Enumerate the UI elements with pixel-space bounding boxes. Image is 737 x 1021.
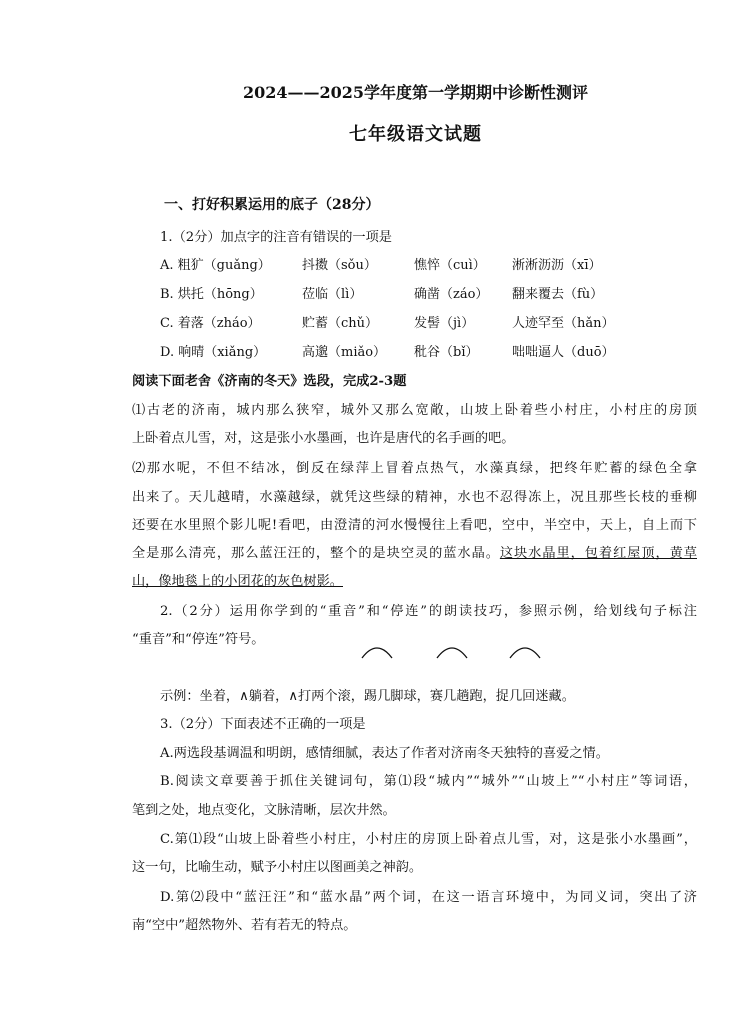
q3-option-d-line1: D.第⑵段中“蓝汪汪”和“蓝水晶”两个词，在这一语言环境中，为同义词，突出了济 bbox=[160, 890, 697, 905]
passage-p2-line3: 还要在水里照个影儿呢!看吧，由澄清的河水慢慢往上看吧，空中，半空中，天上，自上而下 bbox=[132, 518, 697, 533]
q2-line1: 2.（2分）运用你学到的“重音”和“停连”的朗读技巧，参照示例，给划线句子标注 bbox=[160, 604, 697, 619]
q1-option-cell: 莅临（lì） bbox=[302, 287, 363, 302]
q1-option-cell: 贮蓄（chǔ） bbox=[302, 316, 379, 331]
passage-p2-line2: 出来了。天儿越晴，水藻越绿，就凭这些绿的精神，水也不忍得冻上，况且那些长枝的垂柳 bbox=[132, 490, 697, 505]
q1-option-cell: 翻来覆去（fù） bbox=[512, 287, 604, 302]
reading-intro: 阅读下面老舍《济南的冬天》选段，完成2-3题 bbox=[132, 374, 407, 389]
q3-option-c-line1: C.第⑴段“山坡上卧着些小村庄，小村庄的房顶上卧着点儿雪，对，这是张小水墨画”， bbox=[160, 832, 697, 847]
section-heading: 一、打好积累运用的底子（28分） bbox=[164, 197, 380, 213]
q3-option-b-line1: B.阅读文章要善于抓住关键词句，第⑴段“城内”“城外”“山坡上”“小村庄”等词语， bbox=[160, 774, 697, 789]
underlined-sentence-part1: 这块水晶里，包着红屋顶，黄草 bbox=[499, 546, 697, 561]
passage-p2-line4 bbox=[132, 542, 697, 561]
q1-option-cell: 确凿（záo） bbox=[414, 287, 489, 302]
underlined-sentence-part2: 山，像地毯上的小团花的灰色树影。 bbox=[132, 574, 343, 589]
q1-option-cell: B. 烘托（hōng） bbox=[160, 287, 263, 302]
q1-option-cell: 抖擞（sǒu） bbox=[302, 258, 377, 273]
q2-example: 示例：坐着，∧躺着，∧打两个滚，踢几脚球，赛几趟跑，捉几回迷藏。 bbox=[160, 689, 575, 704]
q1-option-cell: 淅淅沥沥（xī） bbox=[512, 258, 602, 273]
q1-option-cell: 高邈（miǎo） bbox=[302, 345, 387, 360]
q1-stem: 1.（2分）加点字的注音有错误的一项是 bbox=[160, 230, 392, 245]
exam-title: 2024——2025学年度第一学期期中诊断性测评 bbox=[242, 83, 589, 102]
passage-p2-line1: ⑵那水呢，不但不结冰，倒反在绿萍上冒着点热气，水藻真绿，把终年贮蓄的绿色全拿 bbox=[132, 461, 697, 476]
q1-option-cell: 秕谷（bǐ） bbox=[414, 345, 479, 360]
q1-option-cell: A. 粗犷（guǎng） bbox=[160, 258, 271, 273]
q1-option-cell: 发髻（jì） bbox=[414, 316, 475, 331]
q3-option-d-line2: 南“空中”超然物外、若有若无的特点。 bbox=[132, 918, 357, 933]
q1-option-cell: 咄咄逼人（duō） bbox=[512, 345, 615, 360]
passage-p1-line1: ⑴古老的济南，城内那么狭窄，城外又那么宽敞，山坡上卧着些小村庄，小村庄的房顶 bbox=[132, 403, 697, 418]
q3-option-c-line2: 这一句，比喻生动，赋予小村庄以图画美之神韵。 bbox=[132, 860, 423, 875]
q1-option-cell: 人迹罕至（hǎn） bbox=[512, 316, 615, 331]
q2-line2: “重音”和“停连”符号。 bbox=[132, 632, 265, 647]
q1-option-cell: D. 响晴（xiǎng） bbox=[160, 345, 267, 360]
q3-option-b-line2: 笔到之处，地点变化，文脉清晰，层次井然。 bbox=[132, 803, 396, 818]
q1-option-cell: 憔悴（cuì） bbox=[414, 258, 486, 273]
q1-option-cell: C. 着落（zháo） bbox=[160, 316, 261, 331]
exam-subtitle: 七年级语文试题 bbox=[349, 124, 482, 145]
liaison-marks-icon bbox=[360, 640, 560, 662]
passage-p2-line4-plain: 全是那么清亮，那么蓝汪汪的，整个的是块空灵的蓝水晶。 bbox=[132, 546, 500, 561]
q3-stem: 3.（2分）下面表述不正确的一项是 bbox=[160, 717, 366, 732]
passage-p1-line2: 上卧着点儿雪，对，这是张小水墨画，也许是唐代的名手画的吧。 bbox=[132, 431, 515, 446]
q3-option-a: A.两选段基调温和明朗，感情细腻，表达了作者对济南冬天独特的喜爱之情。 bbox=[160, 746, 609, 761]
